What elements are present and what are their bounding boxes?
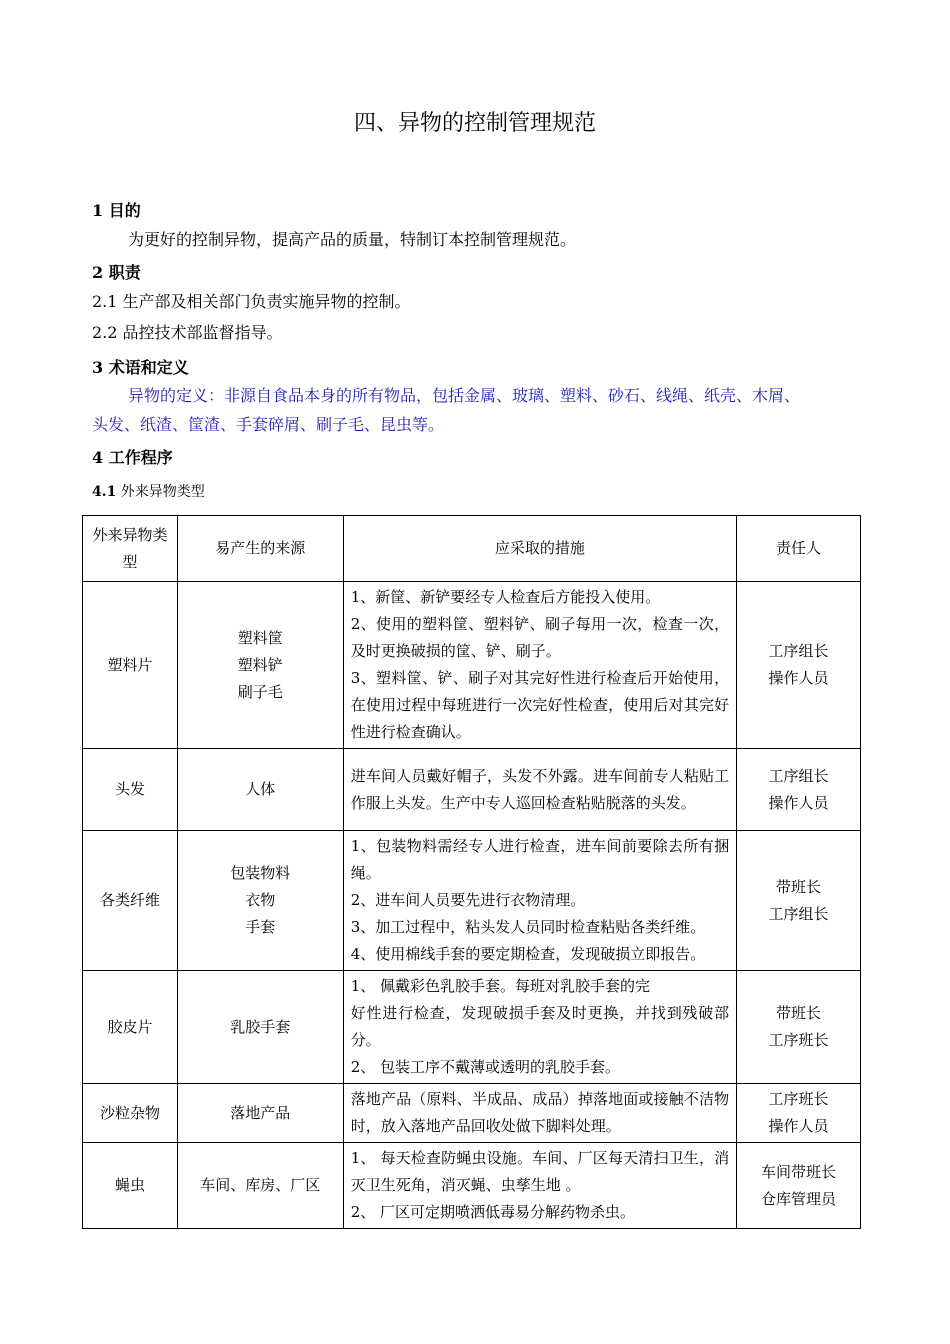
- measures-cell: 1、 每天检查防蝇虫设施。车间、厂区每天清扫卫生，消灭卫生死角，消灭蝇、虫孳生地 。 2、 厂区可定期喷洒低毒易分解药物杀虫。: [343, 1143, 736, 1229]
- source-cell: 包装物料 衣物 手套: [177, 831, 343, 971]
- owner-cell: 工序组长 操作人员: [737, 582, 861, 749]
- source-cell: 人体: [177, 749, 343, 831]
- type-cell: 沙粒杂物: [83, 1084, 178, 1143]
- section-1-text: 为更好的控制异物，提高产品的质量，特制订本控制管理规范。: [128, 230, 577, 249]
- type-cell: 塑料片: [83, 582, 178, 749]
- foreign-matter-table: [82, 515, 861, 1229]
- type-cell: 蝇虫: [83, 1143, 178, 1229]
- measures-cell: 1、 佩戴彩色乳胶手套。每班对乳胶手套的完 好性进行检查，发现破损手套及时更换，并找到残破部分。 2、 包装工序不戴薄或透明的乳胶手套。: [343, 971, 736, 1084]
- header-cell: 易产生的来源: [177, 516, 343, 582]
- header-cell: 外来异物类型: [83, 516, 178, 582]
- definition-line-1: 异物的定义：非源自食品本身的所有物品，包括金属、玻璃、塑料、砂石、线绳、纸壳、木屑、: [128, 386, 801, 405]
- owner-cell: 带班长 工序班长: [737, 971, 861, 1084]
- type-cell: 各类纤维: [83, 831, 178, 971]
- table-row: [83, 1084, 861, 1143]
- section-1-heading: 1 目的: [92, 201, 141, 220]
- table-row: [83, 749, 861, 831]
- source-cell: 落地产品: [177, 1084, 343, 1143]
- source-cell: 车间、库房、厂区: [177, 1143, 343, 1229]
- section-2-item: 2.1 生产部及相关部门负责实施异物的控制。: [92, 292, 411, 311]
- subsection-4-1: [92, 481, 205, 501]
- table-row: [83, 582, 861, 749]
- table-row: [83, 831, 861, 971]
- section-4-heading: 4 工作程序: [92, 448, 173, 467]
- table-row: [83, 971, 861, 1084]
- owner-cell: 工序组长 操作人员: [737, 749, 861, 831]
- owner-cell: 带班长 工序组长: [737, 831, 861, 971]
- type-cell: 头发: [83, 749, 178, 831]
- source-cell: 乳胶手套: [177, 971, 343, 1084]
- type-cell: 胶皮片: [83, 971, 178, 1084]
- measures-cell: 1、新筐、新铲要经专人检查后方能投入使用。 2、使用的塑料筐、塑料铲、刷子每用一次，检查一次，及时更换破损的筐、铲、刷子。 3、塑料筐、铲、刷子对其完好性进行检查后开始使用，在使用过程中每班进行一次完好性检查，使用后对其完好性进行检查确认。: [343, 582, 736, 749]
- section-2-item: 2.2 品控技术部监督指导。: [92, 323, 283, 342]
- subsection-title: 外来异物类型: [116, 484, 205, 500]
- section-3-heading: 3 术语和定义: [92, 358, 189, 377]
- page-title: 四、异物的控制管理规范: [353, 111, 596, 136]
- table-row: [83, 1143, 861, 1229]
- header-cell: 应采取的措施: [343, 516, 736, 582]
- measures-cell: 1、包装物料需经专人进行检查，进车间前要除去所有捆绳。 2、进车间人员要先进行衣物清理。 3、加工过程中，粘头发人员同时检查粘贴各类纤维。 4、使用棉线手套的要定期检查，发现破损立即报告。: [343, 831, 736, 971]
- owner-cell: 工序班长 操作人员: [737, 1084, 861, 1143]
- measures-cell: 落地产品（原料、半成品、成品）掉落地面或接触不洁物时，放入落地产品回收处做下脚料处理。: [343, 1084, 736, 1143]
- measures-cell: 进车间人员戴好帽子，头发不外露。进车间前专人粘贴工作服上头发。生产中专人巡回检查粘贴脱落的头发。: [343, 749, 736, 831]
- header-cell: 责任人: [737, 516, 861, 582]
- subsection-number: 4.1: [92, 484, 117, 500]
- table-header-row: [83, 516, 861, 582]
- section-2-heading: 2 职责: [92, 263, 141, 282]
- owner-cell: 车间带班长 仓库管理员: [737, 1143, 861, 1229]
- definition-line-2: 头发、纸渣、筐渣、手套碎屑、刷子毛、昆虫等。: [92, 415, 445, 434]
- source-cell: 塑料筐 塑料铲 刷子毛: [177, 582, 343, 749]
